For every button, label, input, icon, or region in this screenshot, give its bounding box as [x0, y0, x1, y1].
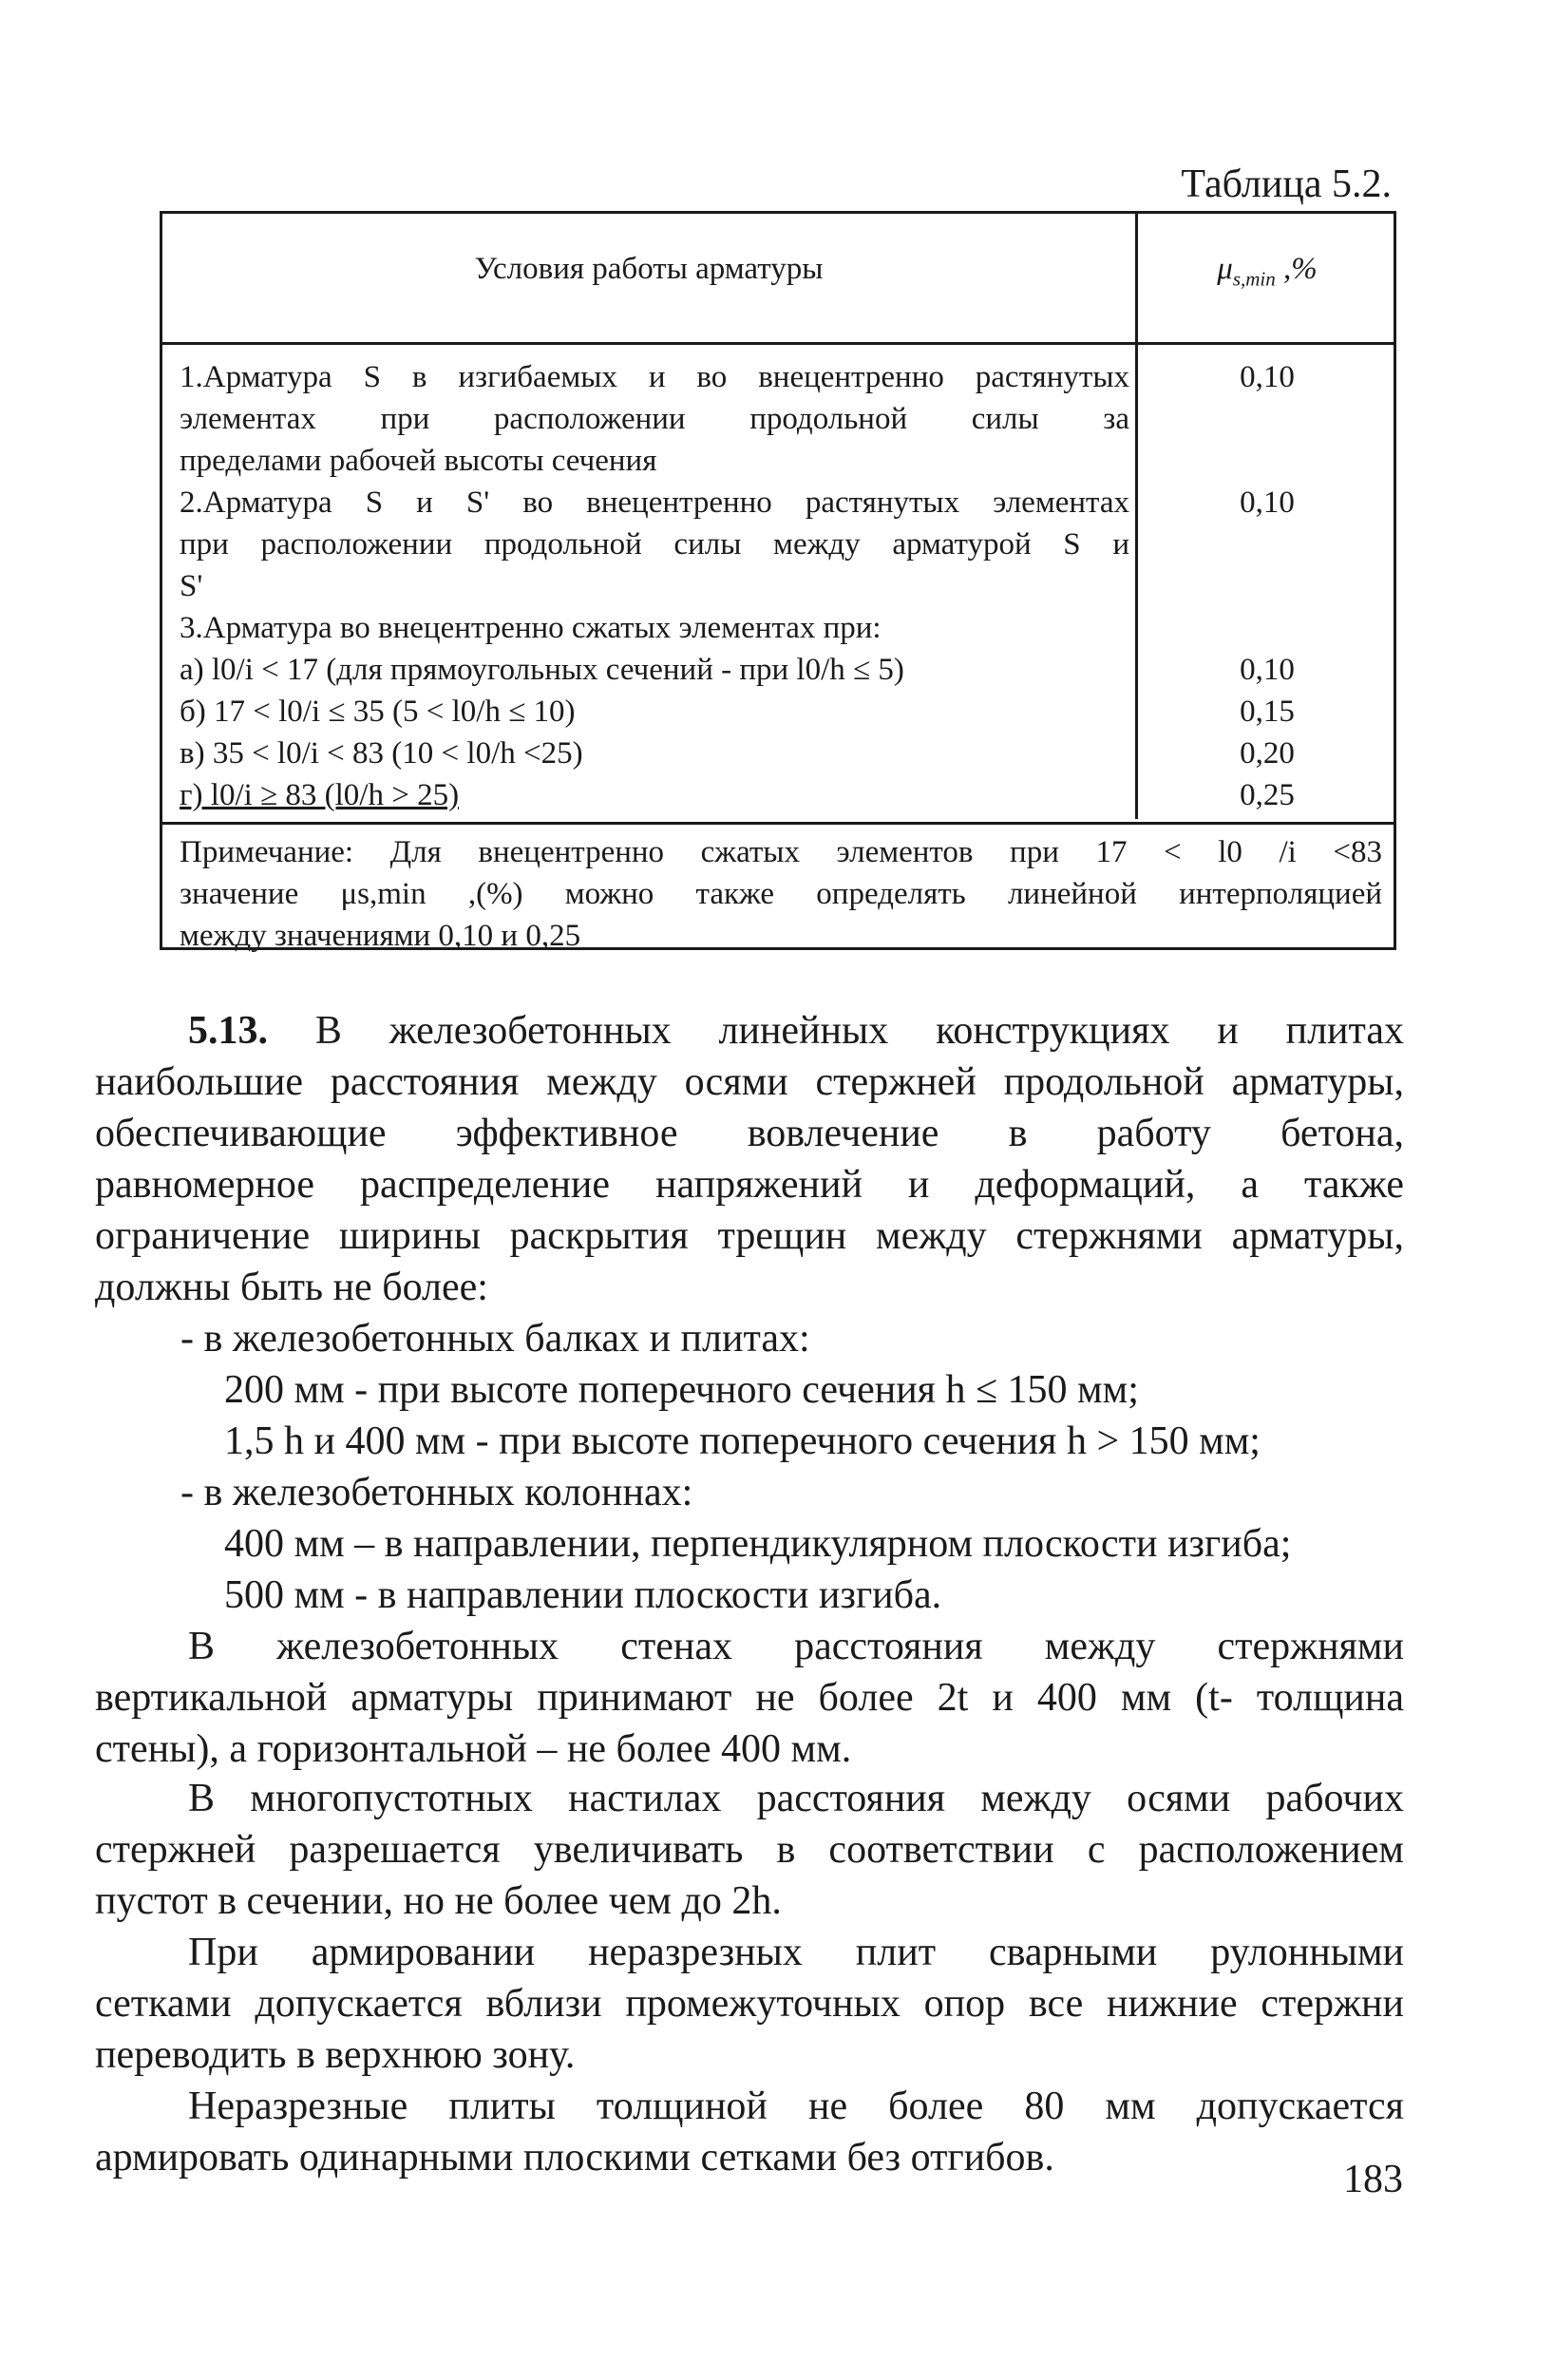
table-5-2	[160, 211, 1396, 953]
list-item-beams: - в железобетонных балках и плитах:	[180, 1317, 810, 1361]
note-line3: между значениями 0,10 и 0,25	[180, 919, 581, 953]
row2-line2: при расположении продольной силы между арматурой S и	[180, 527, 1129, 562]
p4-line2: сетками допускается вблизи промежуточных опор все нижние стержни	[95, 1982, 1404, 2026]
row1-line2: элементах при расположении продольной силы за	[180, 402, 1129, 436]
section-number: 5.13.	[188, 1009, 268, 1053]
p1-line4: равномерное распределение напряжений и деформаций, а также	[95, 1163, 1404, 1207]
p2-line3: стены), а горизонтальной – не более 400 мм.	[95, 1727, 852, 1771]
row3b-value: 0,15	[1240, 695, 1295, 729]
p2-line2: вертикальной арматуры принимают не более 2t и 400 мм (t- толщина	[95, 1676, 1404, 1720]
header-conditions: Условия работы арматуры	[474, 252, 824, 286]
row3a-value: 0,10	[1240, 653, 1295, 687]
p1-line6: должны быть не более:	[95, 1266, 488, 1309]
header-divider	[162, 342, 1394, 345]
p1-line3: обеспечивающие эффективное вовлечение в работу бетона,	[95, 1112, 1404, 1155]
list-item-columns: - в железобетонных колоннах:	[180, 1471, 693, 1514]
p4-line1: При армировании неразрезных плит сварными рулонными	[188, 1931, 1404, 1974]
p2-line1: В железобетонных стенах расстояния между стержнями	[188, 1625, 1404, 1668]
note-divider	[162, 822, 1394, 825]
list-item-columns-b: 500 мм - в направлении плоскости изгиба.	[224, 1573, 942, 1617]
p1-line5: ограничение ширины раскрытия трещин между стержнями арматуры,	[95, 1214, 1404, 1258]
page-number: 183	[1343, 2158, 1403, 2201]
row2-line1: 2.Арматура S и S' во внецентренно растянутых элементах	[180, 486, 1129, 520]
p3-line3: пустот в сечении, но не более чем до 2h.	[95, 1879, 782, 1923]
note-line2: значение μs,min ,(%) можно также определять линейной интерполяцией	[180, 877, 1382, 911]
p3-line1: В многопустотных настилах расстояния между осями рабочих	[188, 1777, 1404, 1820]
p5-line2: армировать одинарными плоскими сетками без отгибов.	[95, 2136, 1054, 2180]
column-divider	[1135, 214, 1138, 819]
list-item-beams-b: 1,5 h и 400 мм - при высоте поперечного сечения h > 150 мм;	[224, 1419, 1261, 1463]
p1-line2: наибольшие расстояния между осями стержней продольной арматуры,	[95, 1060, 1404, 1104]
row1-value: 0,10	[1240, 360, 1295, 394]
row2-value: 0,10	[1240, 486, 1295, 520]
note-line1: Примечание: Для внецентренно сжатых элементов при 17 < l0 /i <83	[180, 835, 1382, 869]
row3a: а) l0/i < 17 (для прямоугольных сечений - при l0/h ≤ 5)	[180, 653, 904, 687]
row2-line3: S'	[180, 569, 203, 603]
p4-line3: переводить в верхнюю зону.	[95, 2033, 576, 2077]
section-5-13-first-line: 5.13. В железобетонных линейных конструкциях и плитах	[188, 1009, 1405, 1053]
row3d: г) l0/i ≥ 83 (l0/h > 25)	[180, 778, 460, 812]
list-item-columns-a: 400 мм – в направлении, перпендикулярном плоскости изгиба;	[224, 1522, 1292, 1566]
row3-intro: 3.Арматура во внецентренно сжатых элементах при:	[180, 611, 882, 645]
row1-line3: пределами рабочей высоты сечения	[180, 444, 657, 478]
list-item-beams-a: 200 мм - при высоте поперечного сечения h ≤ 150 мм;	[224, 1368, 1139, 1412]
header-mu: $\mu_{s,min}$ ,%	[1217, 252, 1318, 291]
table-caption: Таблица 5.2.	[1181, 162, 1392, 206]
row3d-value: 0,25	[1240, 778, 1295, 812]
row3c: в) 35 < l0/i < 83 (10 < l0/h <25)	[180, 736, 583, 771]
p5-line1: Неразрезные плиты толщиной не более 80 мм допускается	[188, 2085, 1404, 2128]
p3-line2: стержней разрешается увеличивать в соответствии с расположением	[95, 1828, 1404, 1872]
row3c-value: 0,20	[1240, 736, 1295, 771]
row1-line1: 1.Арматура S в изгибаемых и во внецентренно растянутых	[180, 360, 1129, 394]
row3b: б) 17 < l0/i ≤ 35 (5 < l0/h ≤ 10)	[180, 695, 576, 729]
